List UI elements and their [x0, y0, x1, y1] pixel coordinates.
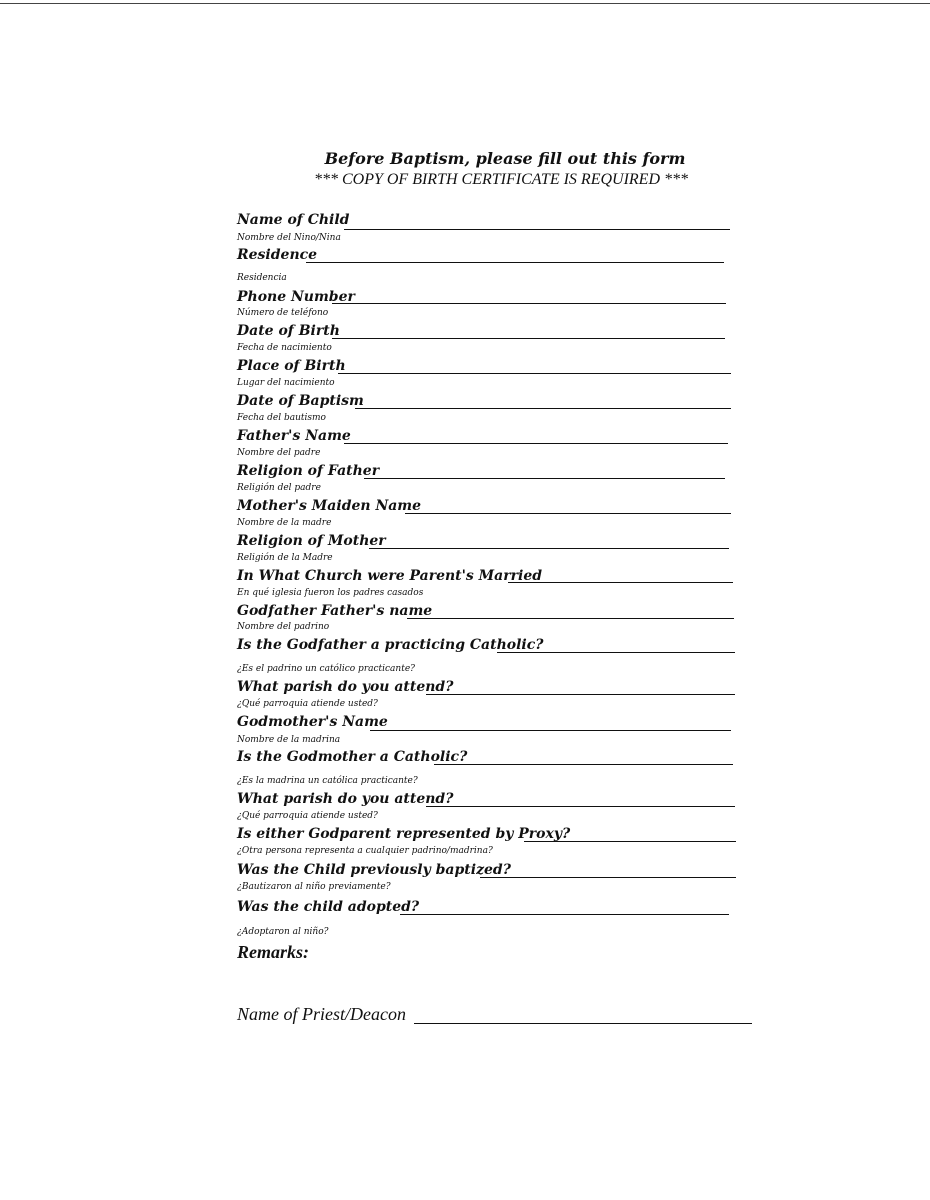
- field-translation: En qué iglesia fueron los padres casados: [237, 588, 424, 598]
- field-label-what-parish-do-you-attend: What parish do you attend?: [237, 679, 454, 695]
- field-line-date-of-birth[interactable]: [332, 338, 725, 339]
- field-label-religion-of-father: Religion of Father: [237, 463, 380, 479]
- page-top-rule: [0, 0, 930, 4]
- field-translation: Religión de la Madre: [237, 553, 333, 563]
- field-translation: Religión del padre: [237, 483, 321, 493]
- field-translation: Nombre de la madre: [237, 518, 332, 528]
- field-label-father-s-name: Father's Name: [237, 428, 351, 444]
- field-label-place-of-birth: Place of Birth: [237, 358, 346, 374]
- field-label-mother-s-maiden-name: Mother's Maiden Name: [237, 498, 422, 514]
- field-label-name-of-child: Name of Child: [237, 212, 350, 228]
- field-label-what-parish-do-you-attend: What parish do you attend?: [237, 791, 454, 807]
- field-line-is-the-godfather-a-practicing-catholic[interactable]: [497, 652, 735, 653]
- field-translation: ¿Es el padrino un católico practicante?: [237, 664, 415, 674]
- field-label-is-the-godfather-a-practicing-catholic: Is the Godfather a practicing Catholic?: [237, 637, 544, 653]
- field-translation: ¿Adoptaron al niño?: [237, 927, 329, 937]
- field-translation: ¿Es la madrina un católica practicante?: [237, 776, 418, 786]
- field-translation: Lugar del nacimiento: [237, 378, 335, 388]
- remarks-label: Remarks:: [237, 942, 309, 962]
- field-line-religion-of-mother[interactable]: [369, 548, 729, 549]
- field-label-was-the-child-adopted: Was the child adopted?: [237, 899, 420, 915]
- field-label-godfather-father-s-name: Godfather Father's name: [237, 603, 433, 619]
- field-label-phone-number: Phone Number: [237, 289, 355, 305]
- form-title: Before Baptism, please fill out this form: [324, 149, 686, 168]
- priest-label: Name of Priest/Deacon: [237, 1004, 406, 1024]
- priest-line[interactable]: [414, 1023, 752, 1024]
- field-translation: ¿Otra persona representa a cualquier padrino/madrina?: [237, 846, 493, 856]
- field-translation: Número de teléfono: [237, 308, 329, 318]
- field-line-name-of-child[interactable]: [344, 229, 730, 230]
- field-line-what-parish-do-you-attend[interactable]: [426, 694, 735, 695]
- field-line-is-either-godparent-represented-by-proxy[interactable]: [524, 841, 736, 842]
- field-line-is-the-godmother-a-catholic[interactable]: [434, 764, 733, 765]
- field-translation: ¿Bautizaron al niño previamente?: [237, 882, 391, 892]
- field-translation: ¿Qué parroquia atiende usted?: [237, 811, 378, 821]
- field-label-is-either-godparent-represented-by-proxy: Is either Godparent represented by Proxy?: [237, 826, 571, 842]
- field-label-is-the-godmother-a-catholic: Is the Godmother a Catholic?: [237, 749, 468, 765]
- field-translation: Fecha del bautismo: [237, 413, 326, 423]
- field-translation: Nombre del padre: [237, 448, 321, 458]
- field-line-date-of-baptism[interactable]: [355, 408, 731, 409]
- field-line-godfather-father-s-name[interactable]: [407, 618, 734, 619]
- field-line-residence[interactable]: [306, 262, 724, 263]
- field-translation: Residencia: [237, 273, 287, 283]
- field-label-date-of-baptism: Date of Baptism: [237, 393, 364, 409]
- field-line-phone-number[interactable]: [332, 303, 726, 304]
- field-translation: ¿Qué parroquia atiende usted?: [237, 699, 378, 709]
- birth-certificate-notice: *** COPY OF BIRTH CERTIFICATE IS REQUIRED ***: [313, 171, 689, 188]
- field-line-godmother-s-name[interactable]: [370, 730, 731, 731]
- field-line-mother-s-maiden-name[interactable]: [405, 513, 731, 514]
- field-label-residence: Residence: [237, 247, 318, 263]
- field-line-what-parish-do-you-attend[interactable]: [426, 806, 735, 807]
- field-label-date-of-birth: Date of Birth: [237, 323, 340, 339]
- field-line-was-the-child-adopted[interactable]: [400, 914, 729, 915]
- field-line-religion-of-father[interactable]: [364, 478, 725, 479]
- field-label-was-the-child-previously-baptized: Was the Child previously baptized?: [237, 862, 511, 878]
- field-line-place-of-birth[interactable]: [338, 373, 731, 374]
- field-label-in-what-church-were-parent-s-married: In What Church were Parent's Married: [237, 568, 543, 584]
- field-translation: Nombre de la madrina: [237, 735, 341, 745]
- field-label-religion-of-mother: Religion of Mother: [237, 533, 386, 549]
- field-line-was-the-child-previously-baptized[interactable]: [480, 877, 736, 878]
- field-line-father-s-name[interactable]: [344, 443, 728, 444]
- field-label-godmother-s-name: Godmother's Name: [237, 714, 388, 730]
- field-translation: Fecha de nacimiento: [237, 343, 332, 353]
- field-translation: Nombre del padrino: [237, 622, 330, 632]
- field-line-in-what-church-were-parent-s-married[interactable]: [508, 582, 733, 583]
- field-translation: Nombre del Nino/Nina: [237, 233, 341, 243]
